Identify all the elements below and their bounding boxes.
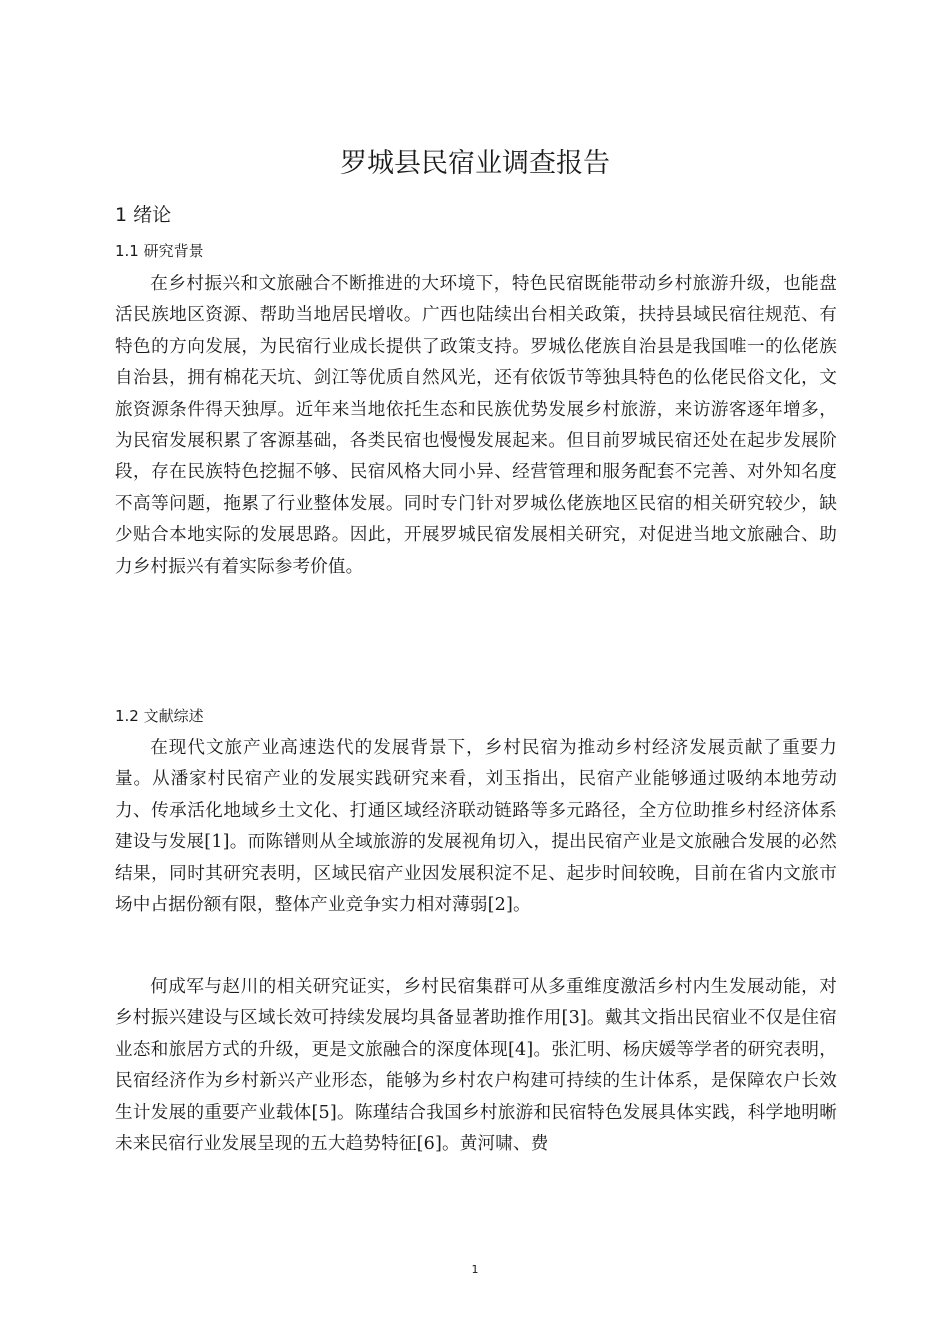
paragraph-literature-review-1: 在现代文旅产业高速迭代的发展背景下，乡村民宿为推动乡村经济发展贡献了重要力量。从潘家村民宿产业的发展实践研究来看，刘玉指出，民宿产业能够通过吸纳本地劳动力、传承活化地域乡土文化、打通区域经济联动链路等多元路径，全方位助推乡村经济体系建设与发展[1]。而陈镨则从全域旅游的发展视角切入，提出民宿产业是文旅融合发展的必然结果，同时其研究表明，区域民宿产业因发展积淀不足、起步时间较晚，目前在省内文旅市场中占据份额有限，整体产业竞争实力相对薄弱[2]。 <box>115 738 837 916</box>
paragraph-research-background: 在乡村振兴和文旅融合不断推进的大环境下，特色民宿既能带动乡村旅游升级，也能盘活民族地区资源、帮助当地居民增收。广西也陆续出台相关政策，扶持县域民宿往规范、有特色的方向发展，为民宿行业成长提供了政策支持。罗城仫佬族自治县是我国唯一的仫佬族自治县，拥有棉花天坑、剑江等优质自然风光，还有依饭节等独具特色的仫佬民俗文化，文旅资源条件得天独厚。近年来当地依托生态和民族优势发展乡村旅游，来访游客逐年增多，为民宿发展积累了客源基础，各类民宿也慢慢发展起来。但目前罗城民宿还处在起步发展阶段，存在民族特色挖掘不够、民宿风格大同小异、经营管理和服务配套不完善、对外知名度不高等问题，拖累了行业整体发展。同时专门针对罗城仫佬族地区民宿的相关研究较少，缺少贴合本地实际的发展思路。因此，开展罗城民宿发展相关研究，对促进当地文旅融合、助力乡村振兴有着实际参考价值。 <box>115 274 837 577</box>
paragraph-literature-review-2: 何成军与赵川的相关研究证实，乡村民宿集群可从多重维度激活乡村内生发展动能，对乡村振兴建设与区域长效可持续发展均具备显著助推作用[3]。戴其文指出民宿业不仅是住宿业态和旅居方式的升级，更是文旅融合的深度体现[4]。张汇明、杨庆媛等学者的研究表明，民宿经济作为乡村新兴产业形态，能够为乡村农户构建可持续的生计体系，是保障农户长效生计发展的重要产业载体[5]。陈瑾结合我国乡村旅游和民宿特色发展具体实践，科学地明晰未来民宿行业发展呈现的五大趋势特征[6]。黄河啸、费 <box>115 977 837 1155</box>
section-heading-introduction: 1 绪论 <box>115 204 172 226</box>
document-title: 罗城县民宿业调查报告 <box>340 148 610 179</box>
page-number: 1 <box>471 1263 479 1276</box>
subsection-heading-literature-review: 1.2 文献综述 <box>115 707 204 725</box>
subsection-heading-research-background: 1.1 研究背景 <box>115 242 204 260</box>
